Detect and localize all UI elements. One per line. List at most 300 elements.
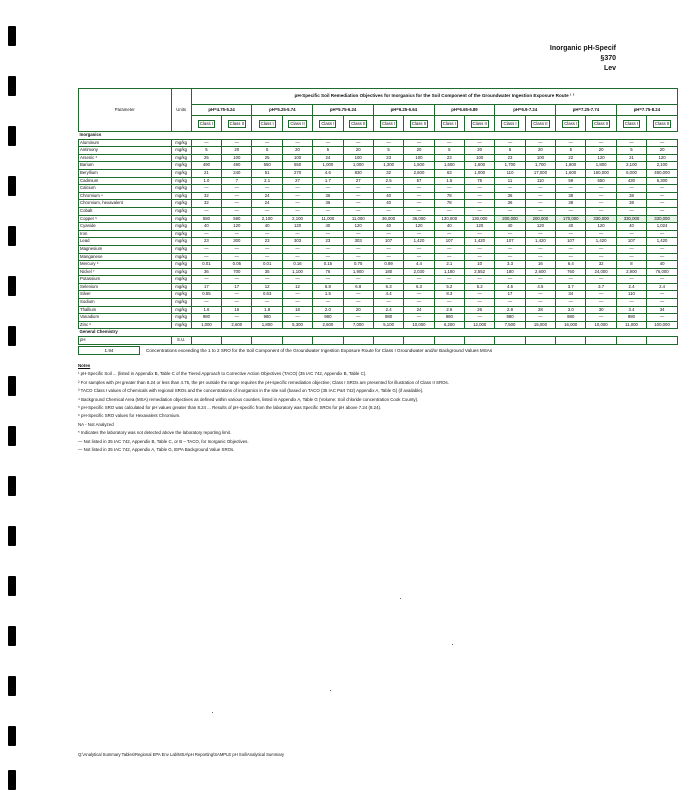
value-cell: 2.4 xyxy=(616,283,646,291)
value-cell: 0.75 xyxy=(343,261,373,269)
value-cell: 11,000 xyxy=(343,215,373,223)
table-row xyxy=(79,192,678,200)
value-cell: 10,000 xyxy=(404,321,434,329)
parameter-unit: mg/kg xyxy=(171,268,191,276)
value-cell: 1,024 xyxy=(647,223,678,231)
class-ii-header xyxy=(404,116,434,132)
value-cell: — xyxy=(647,192,678,200)
value-cell: — xyxy=(343,139,373,147)
table-row xyxy=(79,261,678,269)
value-cell: 120 xyxy=(586,154,616,162)
note-item: ¹ pH-Specific Soil ... (listed in Appendix B, Table C of the Tiered Approach to Corrective Action Objectives (TACO) (35 IAC 742, Appendix B, Table C). xyxy=(78,371,367,377)
value-cell: 2,600 xyxy=(222,321,252,329)
value-cell: — xyxy=(373,207,403,215)
value-cell: — xyxy=(616,230,646,238)
value-cell: 1,700 xyxy=(495,162,525,170)
value-cell: — xyxy=(465,139,495,147)
value-cell: — xyxy=(282,230,312,238)
parameter-unit: mg/kg xyxy=(171,223,191,231)
value-cell: 2.5 xyxy=(373,177,403,185)
parameter-unit: mg/kg xyxy=(171,230,191,238)
value-cell: 2.4 xyxy=(647,283,678,291)
value-cell: — xyxy=(373,245,403,253)
class-i-header xyxy=(495,116,525,132)
value-cell: — xyxy=(647,276,678,284)
value-cell: 8 xyxy=(616,261,646,269)
value-cell: 1,700 xyxy=(525,162,555,170)
binder-hole xyxy=(8,376,16,396)
value-cell: — xyxy=(495,139,525,147)
value-cell: — xyxy=(222,185,252,193)
value-cell: — xyxy=(191,207,221,215)
parameter-unit: mg/kg xyxy=(171,192,191,200)
table-row xyxy=(79,314,678,322)
parameter-unit: mg/kg xyxy=(171,321,191,329)
value-cell: 100 xyxy=(282,154,312,162)
value-cell: — xyxy=(404,253,434,261)
value-cell: — xyxy=(222,192,252,200)
table-row xyxy=(79,230,678,238)
ph-range-header: pH=6.65-6.89 xyxy=(434,104,495,115)
value-cell: — xyxy=(282,207,312,215)
parameter-unit: mg/kg xyxy=(171,291,191,299)
value-cell: 120 xyxy=(525,223,555,231)
scan-speck xyxy=(330,690,331,691)
value-cell: — xyxy=(525,253,555,261)
value-cell: 23 xyxy=(252,238,282,246)
binder-hole xyxy=(8,676,16,696)
class-ii-header xyxy=(222,116,252,132)
parameter-name: pH xyxy=(79,337,172,345)
value-cell: 0.01 xyxy=(191,261,221,269)
value-cell: 22 xyxy=(556,154,586,162)
value-cell: — xyxy=(465,207,495,215)
value-cell: — xyxy=(556,299,586,307)
value-cell: — xyxy=(222,139,252,147)
value-cell: 36 xyxy=(495,192,525,200)
note-item: — Not listed in 35 IAC 742, Appendix A, Table G, IEPA Background Value SROs. xyxy=(78,447,235,453)
value-cell: 1,300 xyxy=(373,162,403,170)
parameter-unit: mg/kg xyxy=(171,276,191,284)
value-cell: — xyxy=(647,291,678,299)
parameter-unit: mg/kg xyxy=(171,200,191,208)
parameter-name: Magnesium xyxy=(79,245,172,253)
value-cell: 830 xyxy=(343,169,373,177)
class-label: Class II xyxy=(290,120,305,126)
value-cell: 36,000 xyxy=(373,215,403,223)
value-cell: 27 xyxy=(282,177,312,185)
table-row xyxy=(79,207,678,215)
value-cell: 1,600 xyxy=(465,162,495,170)
value-cell xyxy=(252,337,282,345)
binder-hole xyxy=(8,326,16,346)
value-cell: — xyxy=(282,314,312,322)
value-cell: 34 xyxy=(647,306,678,314)
ph-range-header: pH=4.75-5.24 xyxy=(191,104,252,115)
value-cell: — xyxy=(434,276,464,284)
parameter-unit: mg/kg xyxy=(171,283,191,291)
note-item: * Indicates the laboratory was not detected above the laboratory reporting limit. xyxy=(78,430,232,436)
value-cell: 120 xyxy=(465,223,495,231)
value-cell: — xyxy=(465,185,495,193)
value-cell: 20 xyxy=(222,147,252,155)
value-cell: — xyxy=(556,230,586,238)
value-cell: — xyxy=(525,245,555,253)
class-label: Class II xyxy=(533,120,548,126)
value-cell xyxy=(586,337,616,345)
group-inorganics: Inorganics xyxy=(79,132,678,140)
value-cell: — xyxy=(373,253,403,261)
value-cell: 580 xyxy=(191,215,221,223)
value-cell: 24 xyxy=(252,200,282,208)
value-cell: 16 xyxy=(525,261,555,269)
value-cell: 1.0 xyxy=(191,177,221,185)
class-label: Class I xyxy=(321,120,335,126)
value-cell: 38 xyxy=(556,200,586,208)
table-row xyxy=(79,337,678,345)
value-cell: 17,000 xyxy=(525,169,555,177)
value-cell: 16,000 xyxy=(556,321,586,329)
page-header xyxy=(550,44,616,74)
parameter-unit: mg/kg xyxy=(171,207,191,215)
group-general-chemistry: General Chemistry xyxy=(79,329,678,337)
value-cell: 11,000 xyxy=(313,215,343,223)
value-cell: 5 xyxy=(252,147,282,155)
value-cell: 170,000 xyxy=(556,215,586,223)
value-cell: — xyxy=(556,276,586,284)
value-cell: 2.8 xyxy=(495,306,525,314)
value-cell: — xyxy=(222,207,252,215)
table-row xyxy=(79,185,678,193)
value-cell: 270 xyxy=(282,169,312,177)
value-cell: 180 xyxy=(373,268,403,276)
value-cell: — xyxy=(525,192,555,200)
class-i-header xyxy=(373,116,403,132)
parameter-unit: mg/kg xyxy=(171,299,191,307)
parameter-name: Mercury ⁶ xyxy=(79,261,172,269)
value-cell: — xyxy=(525,230,555,238)
class-ii-header xyxy=(525,116,555,132)
value-cell: 100 xyxy=(465,154,495,162)
value-cell: — xyxy=(556,207,586,215)
parameter-unit: mg/kg xyxy=(171,185,191,193)
value-cell: — xyxy=(191,139,221,147)
value-cell: 4.5 xyxy=(525,283,555,291)
value-cell: 4.4 xyxy=(404,261,434,269)
value-cell: — xyxy=(616,207,646,215)
value-cell: 5,300 xyxy=(282,321,312,329)
parameter-unit: mg/kg xyxy=(171,215,191,223)
value-cell: 15,000 xyxy=(525,321,555,329)
value-cell: — xyxy=(495,185,525,193)
value-cell: 6,300 xyxy=(647,177,678,185)
scan-speck xyxy=(400,598,401,599)
value-cell: 2,900 xyxy=(616,268,646,276)
value-cell: 0.15 xyxy=(313,261,343,269)
value-cell: 330,000 xyxy=(616,215,646,223)
class-ii-header xyxy=(282,116,312,132)
value-cell xyxy=(222,337,252,345)
value-cell: 40 xyxy=(647,261,678,269)
value-cell: — xyxy=(495,299,525,307)
value-cell: 1.6 xyxy=(191,306,221,314)
class-label: Class I xyxy=(260,120,274,126)
remediation-objectives-table xyxy=(78,88,678,345)
value-cell: — xyxy=(343,185,373,193)
value-cell: 35 xyxy=(252,268,282,276)
parameter-unit: mg/kg xyxy=(171,245,191,253)
value-cell: 980 xyxy=(191,314,221,322)
value-cell: 1,900 xyxy=(343,268,373,276)
value-cell: — xyxy=(495,207,525,215)
value-cell: 160,000 xyxy=(586,169,616,177)
value-cell: 2,030 xyxy=(404,268,434,276)
value-cell: 40 xyxy=(373,200,403,208)
value-cell: 200,000 xyxy=(495,215,525,223)
value-cell: 1,100 xyxy=(282,268,312,276)
value-cell: 38 xyxy=(616,200,646,208)
value-cell: 11 xyxy=(495,177,525,185)
value-cell: 17 xyxy=(191,283,221,291)
value-cell: 3.4 xyxy=(616,306,646,314)
value-cell: 303 xyxy=(282,238,312,246)
value-cell: — xyxy=(343,230,373,238)
notes-section xyxy=(78,362,598,454)
parameter-name: Aluminum xyxy=(79,139,172,147)
value-cell: 0.63 xyxy=(252,291,282,299)
value-cell: 32 xyxy=(373,169,403,177)
notes-title: Notes xyxy=(78,363,91,368)
class-label: Class I xyxy=(199,120,214,126)
value-cell: 6,000 xyxy=(616,169,646,177)
value-cell: — xyxy=(343,276,373,284)
value-cell: — xyxy=(586,185,616,193)
value-cell: — xyxy=(647,139,678,147)
class-i-header xyxy=(556,116,586,132)
value-cell xyxy=(647,337,678,345)
value-cell: 23 xyxy=(495,154,525,162)
class-ii-header xyxy=(586,116,616,132)
ph-range-header: pH=6.25-6.64 xyxy=(373,104,434,115)
value-cell: — xyxy=(222,314,252,322)
value-cell: 10 xyxy=(465,261,495,269)
value-cell: 12 xyxy=(252,283,282,291)
value-cell: 40 xyxy=(616,223,646,231)
value-cell: — xyxy=(313,139,343,147)
value-cell: 32 xyxy=(191,192,221,200)
value-cell: — xyxy=(191,230,221,238)
value-cell: 2,100 xyxy=(252,215,282,223)
class-label: Class II xyxy=(351,120,366,126)
value-cell: — xyxy=(556,139,586,147)
value-cell: 16 xyxy=(222,306,252,314)
parameter-name: Barium xyxy=(79,162,172,170)
parameter-name: Sodium xyxy=(79,299,172,307)
binder-hole xyxy=(8,76,16,96)
value-cell: 1.5 xyxy=(313,291,343,299)
value-cell: 6.3 xyxy=(373,283,403,291)
value-cell: 980 xyxy=(495,314,525,322)
value-cell: — xyxy=(525,299,555,307)
binder-hole xyxy=(8,770,16,790)
parameter-name: Copper ⁵ xyxy=(79,215,172,223)
value-cell: — xyxy=(586,192,616,200)
class-i-header xyxy=(434,116,464,132)
value-cell: — xyxy=(404,139,434,147)
value-cell: — xyxy=(434,139,464,147)
value-cell: 21 xyxy=(191,169,221,177)
value-cell: 4.5 xyxy=(495,283,525,291)
value-cell: 6.3 xyxy=(404,283,434,291)
value-cell: — xyxy=(404,291,434,299)
value-cell: 20 xyxy=(465,147,495,155)
binder-hole xyxy=(8,526,16,546)
parameter-name: Manganese xyxy=(79,253,172,261)
value-cell xyxy=(525,337,555,345)
value-cell: 120 xyxy=(647,154,678,162)
value-cell: 40 xyxy=(495,223,525,231)
value-cell: 2,100 xyxy=(282,215,312,223)
value-cell: 490,000 xyxy=(647,169,678,177)
value-cell: 20 xyxy=(282,147,312,155)
value-cell: — xyxy=(404,185,434,193)
value-cell: — xyxy=(252,185,282,193)
value-cell: — xyxy=(647,314,678,322)
value-cell: 1.7 xyxy=(313,177,343,185)
value-cell xyxy=(434,337,464,345)
value-cell: 25 xyxy=(252,154,282,162)
value-cell: 7,500 xyxy=(495,321,525,329)
value-cell: 550 xyxy=(586,177,616,185)
table-row xyxy=(79,177,678,185)
class-i-header xyxy=(191,116,221,132)
value-cell: 1,180 xyxy=(434,268,464,276)
value-cell: — xyxy=(191,299,221,307)
header-section: §370 xyxy=(600,55,616,62)
class-label: Class II xyxy=(411,120,427,126)
value-cell: 1,600 xyxy=(556,169,586,177)
binder-hole xyxy=(8,226,16,246)
class-ii-header xyxy=(647,116,678,132)
table-row xyxy=(79,139,678,147)
value-cell: 980 xyxy=(434,314,464,322)
value-cell: 40 xyxy=(434,223,464,231)
value-cell: — xyxy=(222,245,252,253)
value-cell: 36,000 xyxy=(404,215,434,223)
table-row xyxy=(79,169,678,177)
class-label: Class II xyxy=(229,120,244,126)
parameter-unit: mg/kg xyxy=(171,306,191,314)
value-cell: 6.4 xyxy=(556,261,586,269)
value-cell: 5 xyxy=(434,147,464,155)
table-row xyxy=(79,200,678,208)
value-cell: 130,000 xyxy=(465,215,495,223)
value-cell: 1,500 xyxy=(404,162,434,170)
value-cell: — xyxy=(373,276,403,284)
value-cell: — xyxy=(556,245,586,253)
value-cell: 1,420 xyxy=(404,238,434,246)
value-cell: 107 xyxy=(616,238,646,246)
value-cell xyxy=(616,337,646,345)
value-cell: — xyxy=(252,230,282,238)
binder-hole xyxy=(8,176,16,196)
value-cell: — xyxy=(586,139,616,147)
value-cell: 240 xyxy=(222,169,252,177)
class-label: Class I xyxy=(503,120,517,126)
table-row xyxy=(79,147,678,155)
value-cell: 3.3 xyxy=(495,261,525,269)
value-cell: 10,000 xyxy=(586,321,616,329)
value-cell: 580 xyxy=(222,215,252,223)
value-cell: 2,100 xyxy=(647,162,678,170)
value-cell: 303 xyxy=(343,238,373,246)
table-row xyxy=(79,283,678,291)
value-cell: — xyxy=(434,245,464,253)
ph-range-header: pH=5.25-5.74 xyxy=(252,104,313,115)
value-cell: 2.1 xyxy=(434,261,464,269)
value-cell: 4.6 xyxy=(313,169,343,177)
value-cell: 330,000 xyxy=(586,215,616,223)
value-cell: — xyxy=(191,253,221,261)
value-cell: 5 xyxy=(191,147,221,155)
value-cell: 20 xyxy=(343,306,373,314)
parameter-name: Cadmium xyxy=(79,177,172,185)
table-row xyxy=(79,238,678,246)
value-cell: 180 xyxy=(495,268,525,276)
parameter-name: Chromium ⁴ xyxy=(79,192,172,200)
value-cell: 0.89 xyxy=(373,261,403,269)
value-cell xyxy=(556,337,586,345)
value-cell: — xyxy=(343,200,373,208)
note-item: — Not listed in 35 IAC 742, Appendix B, Table C, or B – TACO, for Inorganic Objectives. xyxy=(78,438,249,444)
value-cell: — xyxy=(252,253,282,261)
parameter-name: Silver xyxy=(79,291,172,299)
value-cell: 110 xyxy=(616,291,646,299)
value-cell: — xyxy=(586,276,616,284)
value-cell: — xyxy=(525,185,555,193)
binder-hole xyxy=(8,126,16,146)
parameter-name: Nickel ⁷ xyxy=(79,268,172,276)
value-cell: 2,600 xyxy=(404,169,434,177)
value-cell: 23 xyxy=(191,238,221,246)
value-cell: 3.7 xyxy=(586,283,616,291)
value-cell: 110 xyxy=(525,177,555,185)
table-row xyxy=(79,276,678,284)
value-cell: — xyxy=(222,291,252,299)
value-cell: — xyxy=(282,185,312,193)
parameter-name: Cyanide xyxy=(79,223,172,231)
value-cell: — xyxy=(252,276,282,284)
parameter-name: Thallium xyxy=(79,306,172,314)
ph-range-header: pH=6.9-7.24 xyxy=(495,104,556,115)
header-title: Inorganic pH-Specif xyxy=(549,45,616,52)
value-cell: — xyxy=(404,230,434,238)
value-cell: 490 xyxy=(222,162,252,170)
value-cell: 36 xyxy=(313,192,343,200)
parameter-header: Parameter xyxy=(79,89,172,132)
value-cell: 17 xyxy=(222,283,252,291)
value-cell: — xyxy=(252,245,282,253)
value-cell: — xyxy=(586,253,616,261)
value-cell: — xyxy=(586,230,616,238)
value-cell: — xyxy=(465,200,495,208)
value-cell: — xyxy=(404,299,434,307)
value-cell: — xyxy=(282,200,312,208)
units-header: Units xyxy=(171,89,191,132)
value-cell: — xyxy=(434,253,464,261)
value-cell: 2.1 xyxy=(252,177,282,185)
value-cell: 20 xyxy=(525,147,555,155)
